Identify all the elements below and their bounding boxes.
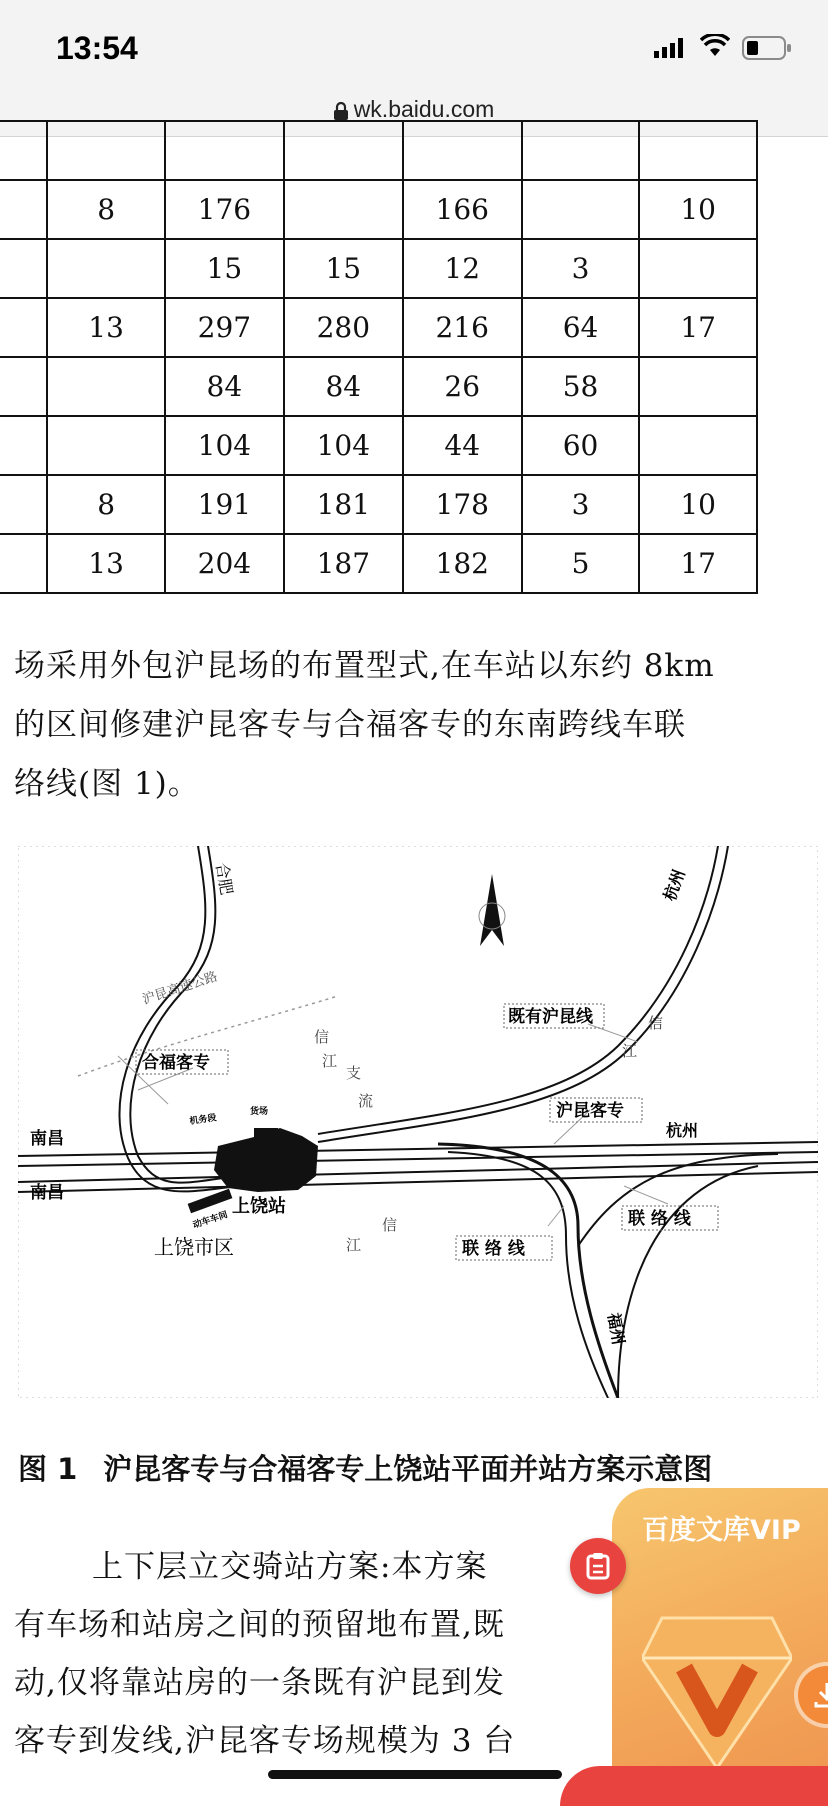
table-cell [47,121,165,180]
north-arrow-icon [479,874,505,946]
table-cell: 17 [639,534,757,593]
table-cell: 297 [165,298,284,357]
map-label: 江 [322,1052,338,1070]
map-label: 联 络 线 [628,1209,691,1229]
figure-title: 沪昆客专与合福客专上饶站平面并站方案示意图 [103,1452,713,1486]
download-icon [812,1680,828,1710]
map-label: 江 [622,1042,638,1060]
table-cell [0,121,47,180]
map-label: 支 [346,1064,362,1082]
table-cell [47,239,165,298]
table-cell [639,239,757,298]
table-cell: 58 [522,357,640,416]
map-label: 南昌 [30,1129,64,1149]
figure-caption [18,1447,712,1488]
table-cell [0,534,47,593]
paragraph-line: 客专到发线,沪昆客专场规模为 3 台 [14,1723,516,1759]
map-label: 机务段 [189,1113,218,1127]
map-label: 福州 [604,1311,629,1347]
table-cell: 15 [165,239,284,298]
map-label: 动车车间 [191,1210,230,1231]
map-label: 流 [358,1092,374,1110]
baidu-wenku-vip-banner[interactable] [612,1488,828,1792]
map-label: 南昌 [30,1183,64,1203]
table-row [0,239,757,298]
table-cell [0,475,47,534]
table-cell [522,180,640,239]
table-cell: 44 [403,416,522,475]
map-label: 上饶市区 [154,1235,234,1259]
map-label: 沪昆客专 [556,1101,624,1121]
download-button[interactable] [798,1666,828,1724]
table-cell: 8 [47,180,165,239]
table-cell: 178 [403,475,522,534]
map-label: 杭州 [659,866,689,904]
table-cell: 191 [165,475,284,534]
table-cell [165,121,284,180]
existing-hukun-line [318,846,718,1134]
table-cell: 26 [403,357,522,416]
table-cell: 84 [284,357,403,416]
table-cell [284,121,403,180]
table-cell: 15 [284,239,403,298]
address-display[interactable] [0,96,828,123]
table-cell: 10 [639,475,757,534]
table-cell: 204 [165,534,284,593]
map-label: 江 [346,1236,362,1254]
table-row [0,298,757,357]
table-row [0,357,757,416]
map-label: 杭州 [666,1121,699,1140]
table-row [0,121,757,180]
vip-banner-title: 百度文库VIP [642,1515,801,1546]
table-cell: 166 [403,180,522,239]
body-paragraph [14,637,824,814]
table-cell [0,180,47,239]
table-row [0,475,757,534]
map-label: 货场 [250,1107,269,1117]
table-cell [284,180,403,239]
map-label: 上饶站 [232,1196,286,1217]
paragraph-line: 场采用外包沪昆场的布置型式,在车站以东约 8km [14,648,715,684]
table-cell: 10 [639,180,757,239]
table-cell: 3 [522,239,640,298]
map-label: 沪昆高速公路 [140,969,220,1008]
map-label: 信 [648,1014,664,1032]
table-cell [403,121,522,180]
table-cell [639,416,757,475]
status-bar [0,0,828,92]
table-cell: 13 [47,298,165,357]
hefu-line [130,846,238,1183]
wifi-icon [700,34,730,58]
figure-number: 图 1 [18,1452,78,1486]
table-cell [639,121,757,180]
table-cell [0,239,47,298]
table-cell: 8 [47,475,165,534]
map-label: 联 络 线 [462,1239,525,1259]
table-cell: 104 [165,416,284,475]
table-cell [47,416,165,475]
table-cell: 181 [284,475,403,534]
map-label: 合福客专 [142,1053,210,1073]
table-cell: 182 [403,534,522,593]
table-cell [47,357,165,416]
status-time: 13:54 [56,30,138,66]
table-cell: 3 [522,475,640,534]
paragraph-line: 的区间修建沪昆客专与合福客专的东南跨线车联 [14,707,686,743]
table-cell: 216 [403,298,522,357]
clipboard-icon [585,1552,611,1580]
data-table [0,120,758,594]
table-cell: 176 [165,180,284,239]
table-cell: 13 [47,534,165,593]
table-cell: 17 [639,298,757,357]
table-cell [0,357,47,416]
url-text: wk.baidu.com [353,96,495,122]
table-cell [522,121,640,180]
table-cell: 12 [403,239,522,298]
table-row [0,534,757,593]
home-indicator[interactable] [268,1770,562,1779]
station-layout-map [18,846,818,1398]
table-row [0,416,757,475]
map-label: 信 [314,1028,330,1046]
table-cell [0,298,47,357]
table-cell: 64 [522,298,640,357]
table-cell: 84 [165,357,284,416]
paragraph-line: 有车场和站房之间的预留地布置,既 [14,1607,505,1643]
table-cell: 104 [284,416,403,475]
paragraph-line: 络线(图 1)。 [14,766,200,802]
promo-bottom-bar[interactable] [560,1766,828,1806]
lock-icon [334,102,348,120]
vip-diamond-icon [642,1588,792,1778]
table-cell [639,357,757,416]
map-label: 合肥 [212,861,237,897]
paragraph-line: 上下层立交骑站方案:本方案 [92,1549,488,1585]
table-cell [0,416,47,475]
battery-icon [742,36,792,60]
table-cell: 5 [522,534,640,593]
table-cell: 280 [284,298,403,357]
table-cell: 60 [522,416,640,475]
cellular-signal-icon [654,38,688,58]
table-cell: 187 [284,534,403,593]
paragraph-line: 动,仅将靠站房的一条既有沪昆到发 [14,1665,505,1701]
map-label: 既有沪昆线 [508,1007,593,1027]
document-badge-button[interactable] [570,1538,626,1594]
map-label: 信 [382,1216,398,1234]
table-row [0,180,757,239]
